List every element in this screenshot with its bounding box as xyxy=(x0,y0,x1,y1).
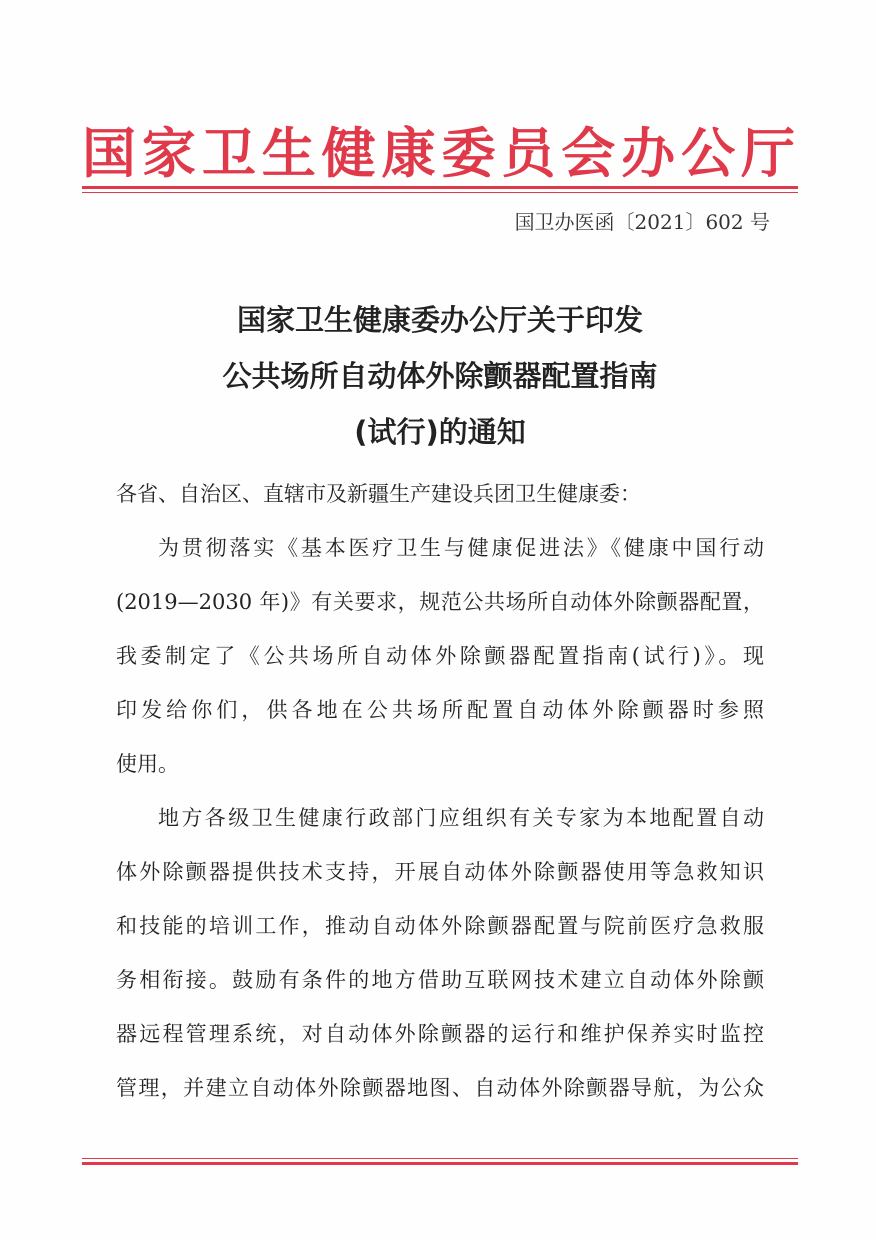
letterhead-divider-thick xyxy=(82,186,798,189)
document-title xyxy=(82,292,798,460)
title-line: 国家卫生健康委办公厅关于印发 xyxy=(236,303,643,337)
paragraph-line: (2019—2030 年)》有关要求，规范公共场所自动体外除颤器配置， xyxy=(116,590,764,614)
paragraph-line: 印发给你们，供各地在公共场所配置自动体外除颤器时参照 xyxy=(116,698,764,722)
salutation: 各省、自治区、直辖市及新疆生产建设兵团卫生健康委： xyxy=(116,482,641,506)
paragraph-line: 务相衔接。鼓励有条件的地方借助互联网技术建立自动体外除颤 xyxy=(116,968,764,992)
footer-divider-thin xyxy=(82,1158,798,1159)
paragraph-line: 器远程管理系统，对自动体外除颤器的运行和维护保养实时监控 xyxy=(116,1022,764,1046)
paragraph-line: 地方各级卫生健康行政部门应组织有关专家为本地配置自动 xyxy=(158,806,764,830)
paragraph-line: 为贯彻落实《基本医疗卫生与健康促进法》《健康中国行动 xyxy=(158,536,764,560)
paragraph-line: 使用。 xyxy=(116,752,179,776)
paragraph-line: 和技能的培训工作，推动自动体外除颤器配置与院前医疗急救服 xyxy=(116,914,764,938)
paragraph-line: 体外除颤器提供技术支持，开展自动体外除颤器使用等急救知识 xyxy=(116,860,764,884)
paragraph-2 xyxy=(116,800,764,1124)
paragraph-line: 我委制定了《公共场所自动体外除颤器配置指南(试行)》。现 xyxy=(116,644,764,668)
document-number: 国卫办医函〔2021〕602 号 xyxy=(514,210,770,234)
paragraph-line: 管理，并建立自动体外除颤器地图、自动体外除颤器导航，为公众 xyxy=(116,1076,764,1100)
title-line: 公共场所自动体外除颤器配置指南 xyxy=(222,359,658,393)
title-line: (试行)的通知 xyxy=(354,415,526,449)
paragraph-1 xyxy=(116,530,764,800)
letterhead-divider-thin xyxy=(82,192,798,193)
letterhead-title: 国家卫生健康委员会办公厅 xyxy=(82,121,798,185)
footer-divider-thick xyxy=(82,1162,798,1165)
